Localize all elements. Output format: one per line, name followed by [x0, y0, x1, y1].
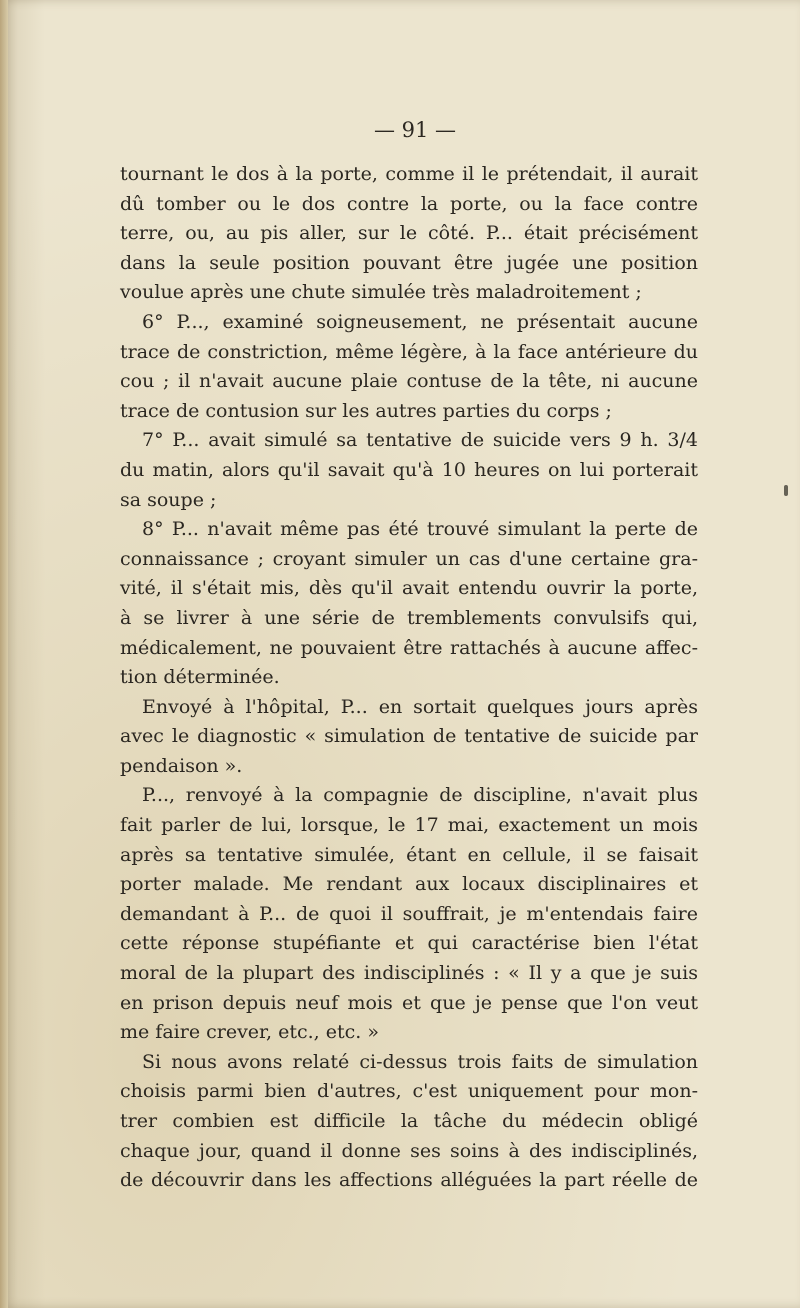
text-line: tournant le dos à la porte, comme il le prétendait, il aurait [120, 163, 698, 185]
text-line: après sa tentative simulée, étant en cellule, il se faisait [120, 843, 698, 866]
text-line: trace de constriction, même légère, à la face antérieure du [120, 340, 698, 363]
text-line: médicalement, ne pouvaient être rattachés à aucune affec- [120, 636, 698, 659]
text-line: pendaison ». [120, 754, 243, 777]
text-line: 6° P..., examiné soigneusement, ne présentait aucune [142, 310, 698, 333]
page-spine-shadow [0, 0, 8, 1308]
text-line: sa soupe ; [120, 488, 217, 511]
text-line: du matin, alors qu'il savait qu'à 10 heures on lui porterait [120, 458, 698, 481]
text-line: chaque jour, quand il donne ses soins à des indisciplinés, [120, 1139, 698, 1162]
text-line: me faire crever, etc., etc. » [120, 1021, 379, 1044]
text-line: connaissance ; croyant simuler un cas d'une certaine gra- [120, 547, 698, 570]
text-line: 7° P... avait simulé sa tentative de suicide vers 9 h. 3/4 [142, 429, 698, 452]
text-line: P..., renvoyé à la compagnie de discipline, n'avait plus [142, 784, 698, 807]
text-line: moral de la plupart des indisciplinés : « Il y a que je suis [120, 962, 698, 985]
text-line: terre, ou, au pis aller, sur le côté. P... était précisément [120, 222, 698, 245]
text-line: tion déterminée. [120, 666, 280, 689]
text-line: Si nous avons relaté ci-dessus trois faits de simulation [142, 1050, 698, 1073]
text-line: à se livrer à une série de tremblements convulsifs qui, [120, 606, 698, 629]
text-line: porter malade. Me rendant aux locaux disciplinaires et [120, 873, 698, 896]
text-line: trace de contusion sur les autres parties du corps ; [120, 399, 612, 422]
text-line: cou ; il n'avait aucune plaie contuse de la tête, ni aucune [120, 370, 698, 393]
page-number: — 91 — [373, 118, 457, 142]
text-line: vité, il s'était mis, dès qu'il avait entendu ouvrir la porte, [120, 577, 698, 600]
text-line: trer combien est difficile la tâche du médecin obligé [120, 1110, 698, 1132]
text-line: 8° P... n'avait même pas été trouvé simulant la perte de [142, 518, 698, 541]
text-line: en prison depuis neuf mois et que je pense que l'on veut [120, 991, 698, 1014]
text-line: choisis parmi bien d'autres, c'est uniquement pour mon- [120, 1080, 698, 1103]
text-line: demandant à P... de quoi il souffrait, je m'entendais faire [120, 902, 698, 925]
text-line: de découvrir dans les affections alléguées la part réelle de [120, 1169, 698, 1192]
text-line: fait parler de lui, lorsque, le 17 mai, exactement un mois [120, 814, 698, 837]
body-text [120, 160, 698, 1196]
text-line: dans la seule position pouvant être jugée une position [120, 251, 698, 274]
margin-mark [784, 485, 788, 496]
text-line: avec le diagnostic « simulation de tentative de suicide par [120, 725, 698, 748]
text-line: dû tomber ou le dos contre la porte, ou la face contre [120, 192, 698, 215]
text-line: voulue après une chute simulée très maladroitement ; [120, 281, 642, 304]
text-line: cette réponse stupéfiante et qui caractérise bien l'état [120, 932, 698, 955]
text-line: Envoyé à l'hôpital, P... en sortait quelques jours après [142, 695, 698, 718]
